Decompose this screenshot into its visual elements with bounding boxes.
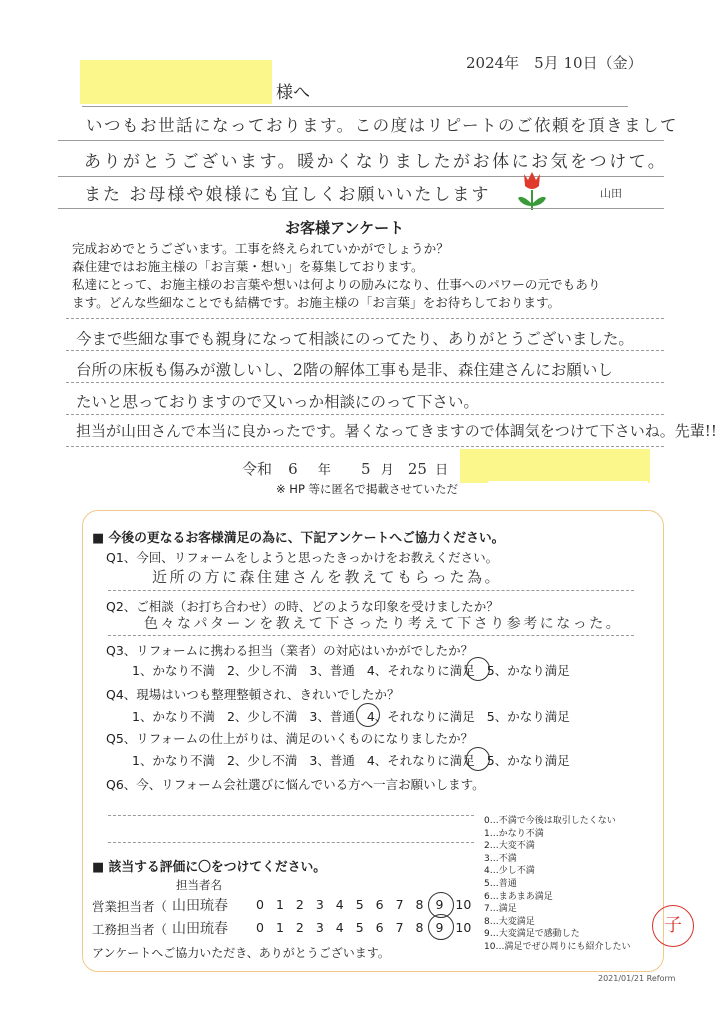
- q5-option-2[interactable]: 2、少し不満: [226, 753, 298, 768]
- sales-score-8[interactable]: 8: [415, 897, 424, 912]
- comment-line-2: 台所の床板も傷みが激しいし、2階の解体工事も是非、森住建さんにお願いし: [76, 361, 613, 379]
- q1-text: Q1、今回、リフォームをしようと思ったきっかけをお教えください。: [106, 550, 499, 565]
- q3-option-4[interactable]: 4、それなりに満足: [366, 663, 475, 678]
- date-year: 6: [288, 460, 298, 478]
- legend-item: 9…大変満足で感動した: [484, 929, 580, 940]
- comment-line-4: 担当が山田さんで本当に良かったです。暑くなってきますので体調気をつけて下さいね。先輩!!: [76, 422, 717, 440]
- recipient-name-redacted: [80, 60, 272, 104]
- sales-name: 山田琉春: [172, 898, 228, 914]
- approval-stamp: [652, 905, 694, 947]
- notice-cutoff: [488, 481, 648, 495]
- q5-option-3[interactable]: 3、普通: [309, 753, 355, 768]
- legend-item: 2…大変不満: [484, 841, 535, 852]
- legend-item: 8…大変満足: [484, 916, 535, 927]
- sales-score-1[interactable]: 1: [275, 897, 284, 912]
- comment-line-1: 今まで些細な事でも親身になって相談にのってたり、ありがとうございました。: [76, 330, 634, 348]
- q5-option-5[interactable]: 5、かなり満足: [486, 753, 570, 768]
- legend-item: 7…満足: [484, 904, 517, 915]
- date-day-unit: 日: [435, 463, 449, 478]
- q4-options: [132, 707, 570, 725]
- works-score-4[interactable]: 4: [335, 920, 344, 935]
- letter-line-2: ありがとうございます。暖かくなりましたがお体にお気をつけて。: [84, 152, 668, 172]
- thanks-text: アンケートへご協力いただき、ありがとうございます。: [92, 946, 390, 960]
- works-score-8[interactable]: 8: [415, 920, 424, 935]
- q3-option-3[interactable]: 3、普通: [309, 663, 355, 678]
- sales-score-4[interactable]: 4: [335, 897, 344, 912]
- q3-answer-circle: [466, 657, 490, 681]
- legend-item: 1…かなり不満: [484, 828, 544, 839]
- legend-item: 6…まあまあ満足: [484, 891, 553, 902]
- survey-title: お客様アンケート: [285, 219, 405, 237]
- comment-line-3: たいと思っておりますので又いっか相談にのって下さい。: [76, 393, 479, 411]
- q6-text: Q6、今、リフォーム会社選びに悩んでいる方へ一言お願いします。: [106, 777, 485, 792]
- works-score-6[interactable]: 6: [375, 920, 384, 935]
- sales-label: 営業担当者（: [92, 899, 168, 914]
- works-score-10[interactable]: 10: [455, 920, 472, 935]
- form-version: 2021/01/21 Reform: [598, 974, 676, 983]
- q5-option-4[interactable]: 4、それなりに満足: [366, 753, 475, 768]
- date-year-unit: 年: [317, 463, 331, 478]
- q3-option-5[interactable]: 5、かなり満足: [486, 663, 570, 678]
- legend-item: 4…少し不満: [484, 866, 535, 877]
- q3-option-1[interactable]: 1、かなり不満: [132, 663, 215, 678]
- q5-options: [132, 751, 570, 769]
- sales-score-10[interactable]: 10: [455, 897, 472, 912]
- staff-label: 担当者名: [176, 878, 222, 892]
- sales-row: [92, 897, 167, 915]
- legend-item: 3…不満: [484, 853, 517, 864]
- intro-line-1: 完成おめでとうございます。工事を終えられていかがでしょうか？: [72, 241, 449, 256]
- sales-score-0[interactable]: 0: [256, 897, 264, 912]
- letter-line-3: また お母様や娘様にも宜しくお願いいたします: [84, 185, 491, 205]
- legend-item: 0…不満で今後は取引したくない: [484, 816, 616, 826]
- stamp-mark: 子: [664, 915, 682, 936]
- sales-score-3[interactable]: 3: [315, 897, 324, 912]
- q5-text: Q5、リフォームの仕上がりは、満足のいくものになりましたか？: [106, 731, 474, 746]
- salutation: 様へ: [276, 83, 310, 103]
- q4-option-2[interactable]: 2、少し不満: [226, 709, 298, 724]
- survey-intro: [72, 240, 600, 312]
- q4-option-4[interactable]: 4、それなりに満足: [366, 709, 475, 724]
- q4-option-1[interactable]: 1、かなり不満: [132, 709, 215, 724]
- works-score-7[interactable]: 7: [395, 920, 404, 935]
- q4-answer-circle: [356, 703, 380, 727]
- letter-date: 2024年 5月 10日（金）: [466, 54, 643, 72]
- q2-text: Q2、ご相談（お打ち合わせ）の時、どのような印象を受けましたか？: [106, 599, 499, 614]
- sales-score-7[interactable]: 7: [395, 897, 404, 912]
- signature: 山田: [600, 187, 622, 200]
- q3-text: Q3、リフォームに携わる担当（業者）の対応はいかがでしたか？: [106, 643, 474, 658]
- works-score-3[interactable]: 3: [315, 920, 324, 935]
- sales-score-6[interactable]: 6: [375, 897, 384, 912]
- q4-text: Q4、現場はいつも整理整頓され、きれいでしたか？: [106, 687, 400, 702]
- works-name: 山田琉春: [172, 921, 228, 937]
- legend-item: 5…普通: [484, 878, 517, 889]
- sales-score-9[interactable]: 9: [435, 897, 444, 912]
- questionnaire-header: ■ 今後の更なるお客様満足の為に、下記アンケートへご協力ください。: [92, 531, 505, 546]
- q5-answer-circle: [466, 747, 490, 771]
- q3-options: [132, 661, 570, 679]
- intro-line-2: 森住建ではお施主様の「お言葉・想い」を募集しております。: [72, 259, 424, 274]
- letter-line-1: いつもお世話になっております。この度はリピートのご依頼を頂きまして: [86, 116, 679, 135]
- q4-option-3[interactable]: 3、普通: [309, 709, 355, 724]
- date-era: 令和: [242, 460, 273, 478]
- date-month-unit: 月: [380, 463, 394, 478]
- anonymous-notice: ※ HP 等に匿名で掲載させていただ: [276, 482, 459, 496]
- sales-score-5[interactable]: 5: [355, 897, 364, 912]
- date-month: 5: [361, 460, 371, 478]
- works-score-circle: [428, 914, 454, 940]
- sales-score-2[interactable]: 2: [295, 897, 304, 912]
- legend-item: 10…満足でぜひ周りにも紹介したい: [484, 941, 631, 952]
- comment-date-row: [242, 458, 495, 479]
- q1-answer: 近所の方に森住建さんを教えてもらった為。: [152, 568, 503, 586]
- intro-line-3: 私達にとって、お施主様のお言葉や想いは何よりの励みになり、仕事へのパワーの元でもあり: [72, 277, 601, 292]
- q2-answer: 色々なパターンを教えて下さったり考えて下さり参考になった。: [144, 616, 623, 632]
- rating-header: ■ 該当する評価に〇をつけてください。: [92, 860, 327, 875]
- q4-option-5[interactable]: 5、かなり満足: [486, 709, 570, 724]
- q3-option-2[interactable]: 2、少し不満: [226, 663, 298, 678]
- works-label: 工務担当者（: [92, 922, 168, 937]
- works-score-5[interactable]: 5: [355, 920, 364, 935]
- works-score-0[interactable]: 0: [256, 920, 264, 935]
- intro-line-4: ます。どんな些細なことでも結構です。お施主様の「お言葉」をお待ちしております。: [72, 295, 561, 310]
- date-day: 25: [407, 460, 427, 478]
- customer-name-redacted: [460, 449, 650, 483]
- works-score-1[interactable]: 1: [275, 920, 284, 935]
- q5-option-1[interactable]: 1、かなり不満: [132, 753, 215, 768]
- works-score-9[interactable]: 9: [435, 920, 444, 935]
- works-row: [92, 920, 167, 938]
- works-score-2[interactable]: 2: [295, 920, 304, 935]
- rating-legend: [484, 815, 630, 954]
- tulip-icon: [510, 168, 550, 212]
